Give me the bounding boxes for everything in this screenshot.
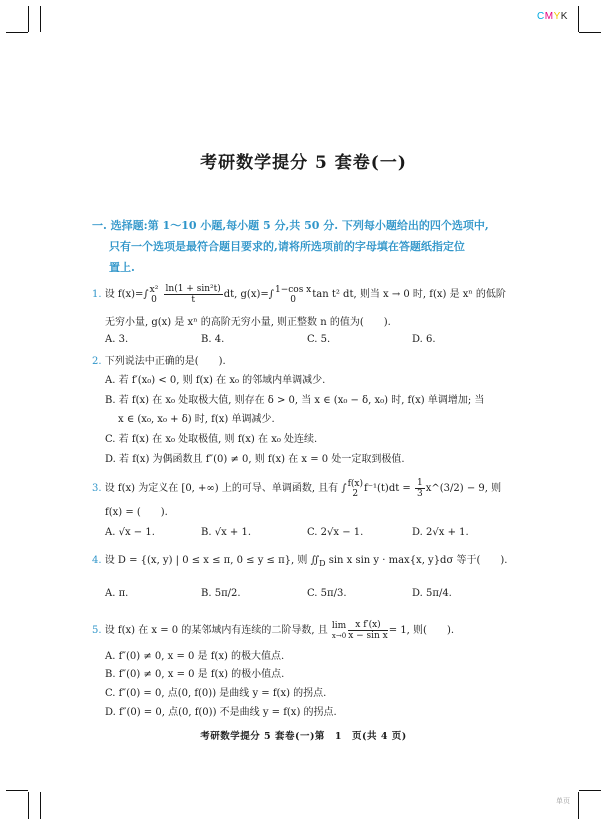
option-d: D. 5π/4. xyxy=(412,588,452,599)
integral-limits: 1−cos x 0 xyxy=(274,284,312,305)
question-2-option-a: A. 若 f′(x₀) < 0, 则 f(x) 在 x₀ 的邻域内单调减少. xyxy=(105,375,326,386)
fraction: $\frac{\text{ln(1 + sin²t)}}{t}$ xyxy=(165,284,221,305)
crop-mark xyxy=(579,790,601,791)
crop-mark xyxy=(6,32,28,33)
question-number: 4. xyxy=(92,555,102,566)
page-title: 考研数学提分 5 套卷(一) xyxy=(200,153,407,173)
option-d: D. 2√x + 1. xyxy=(412,527,469,538)
question-2-option-b: B. 若 f(x) 在 x₀ 处取极大值, 则存在 δ > 0, 当 x ∈ (x₀ − δ, x₀) 时, f(x) 单调增加; 当 xyxy=(105,395,485,406)
question-3-line-2: f(x) = ( ). xyxy=(105,507,168,518)
option-b: B. √x + 1. xyxy=(201,527,251,538)
section-line-3: 置上. xyxy=(109,261,135,274)
crop-mark xyxy=(28,792,29,819)
question-number: 3. xyxy=(92,483,102,494)
question-2-stem: 2. 下列说法中正确的是( ). xyxy=(92,356,226,367)
option-c: C. 5π/3. xyxy=(307,588,347,599)
crop-mark xyxy=(40,792,41,819)
corner-note: 单页 xyxy=(556,798,570,805)
question-4-stem: 4. 设 D = {(x, y) | 0 ≤ x ≤ π, 0 ≤ y ≤ π}, 则 $∬_D$ sin x sin y · max{x, y}dσ 等于( ). xyxy=(92,555,508,568)
question-2-option-b-cont: x ∈ (x₀, x₀ + δ) 时, f(x) 单调减少. xyxy=(118,414,275,425)
option-b: B. 4. xyxy=(201,334,225,345)
option-d: D. 6. xyxy=(412,334,436,345)
option-c: C. 5. xyxy=(307,334,331,345)
option-b: B. 5π/2. xyxy=(201,588,241,599)
limit-operator: lim x→0 xyxy=(331,620,347,640)
question-1-line-2: 无穷小量, g(x) 是 xⁿ 的高阶无穷小量, 则正整数 n 的值为( ). xyxy=(105,317,391,328)
section-line-2: 只有一个选项是最符合题目要求的,请将所选项前的字母填在答题纸指定位 xyxy=(109,240,465,253)
option-a: A. 3. xyxy=(105,334,129,345)
fraction: $\frac{1}{3}$ xyxy=(416,478,423,499)
crop-mark xyxy=(578,792,579,819)
section-heading xyxy=(92,215,532,278)
question-5-option-d: D. f″(0) = 0, 点(0, f(0)) 不是曲线 y = f(x) 的拐点. xyxy=(105,707,337,718)
option-c: C. 2√x − 1. xyxy=(307,527,364,538)
page-footer: 考研数学提分 5 套卷(一)第 1 页(共 4 页) xyxy=(200,731,407,742)
question-number: 1. xyxy=(92,289,102,300)
option-a: A. π. xyxy=(105,588,129,599)
crop-mark xyxy=(579,32,601,33)
integral-limits: x² 0 xyxy=(149,284,159,305)
integral-limits: f(x) 2 xyxy=(347,478,364,499)
question-3-stem: 3. 设 f(x) 为定义在 [0, +∞) 上的可导、单调函数, 且有 ∫ f(x) 2 f⁻¹(t)dt = $\frac{1}{3}$ x^(3/2) − 9, 则 xyxy=(92,478,502,499)
question-5-option-a: A. f″(0) ≠ 0, x = 0 是 f(x) 的极大值点. xyxy=(105,651,285,662)
question-5-option-b: B. f″(0) ≠ 0, x = 0 是 f(x) 的极小值点. xyxy=(105,669,285,680)
crop-mark xyxy=(28,6,29,32)
fraction: $\frac{\text{x f′(x)}}{\text{x − sin x}}$ xyxy=(348,620,388,641)
cmyk-color-bar: CMYK xyxy=(537,11,568,22)
question-2-option-c: C. 若 f(x) 在 x₀ 处取极值, 则 f(x) 在 x₀ 处连续. xyxy=(105,434,318,445)
question-2-option-d: D. 若 f(x) 为偶函数且 f″(0) ≠ 0, 则 f(x) 在 x = 0 处一定取到极值. xyxy=(105,454,405,465)
question-5-stem: 5. 设 f(x) 在 x = 0 的某邻域内有连续的二阶导数, 且 lim x→0 $\frac{\text{x f′(x)}}{\text{x − sin x}}$ = 1, 则( ). xyxy=(92,620,455,641)
question-number: 5. xyxy=(92,625,102,636)
crop-mark xyxy=(578,6,579,32)
question-number: 2. xyxy=(92,356,102,367)
question-1-stem: 1. 设 f(x)=∫ x² 0 $\frac{\text{ln(1 + sin²t)}}{t}$ dt, g(x)=∫ 1−cos x 0 tan t² dt, 则当 x → 0 时, f(x) 是 xⁿ 的低阶 xyxy=(92,284,506,305)
crop-mark xyxy=(40,6,41,32)
question-5-option-c: C. f″(0) = 0, 点(0, f(0)) 是曲线 y = f(x) 的拐点. xyxy=(105,688,327,699)
option-a: A. √x − 1. xyxy=(105,527,155,538)
crop-mark xyxy=(6,790,28,791)
section-line-1: 一. 选择题:第 1～10 小题,每小题 5 分,共 50 分. 下列每小题给出的四个选项中, xyxy=(92,219,489,232)
